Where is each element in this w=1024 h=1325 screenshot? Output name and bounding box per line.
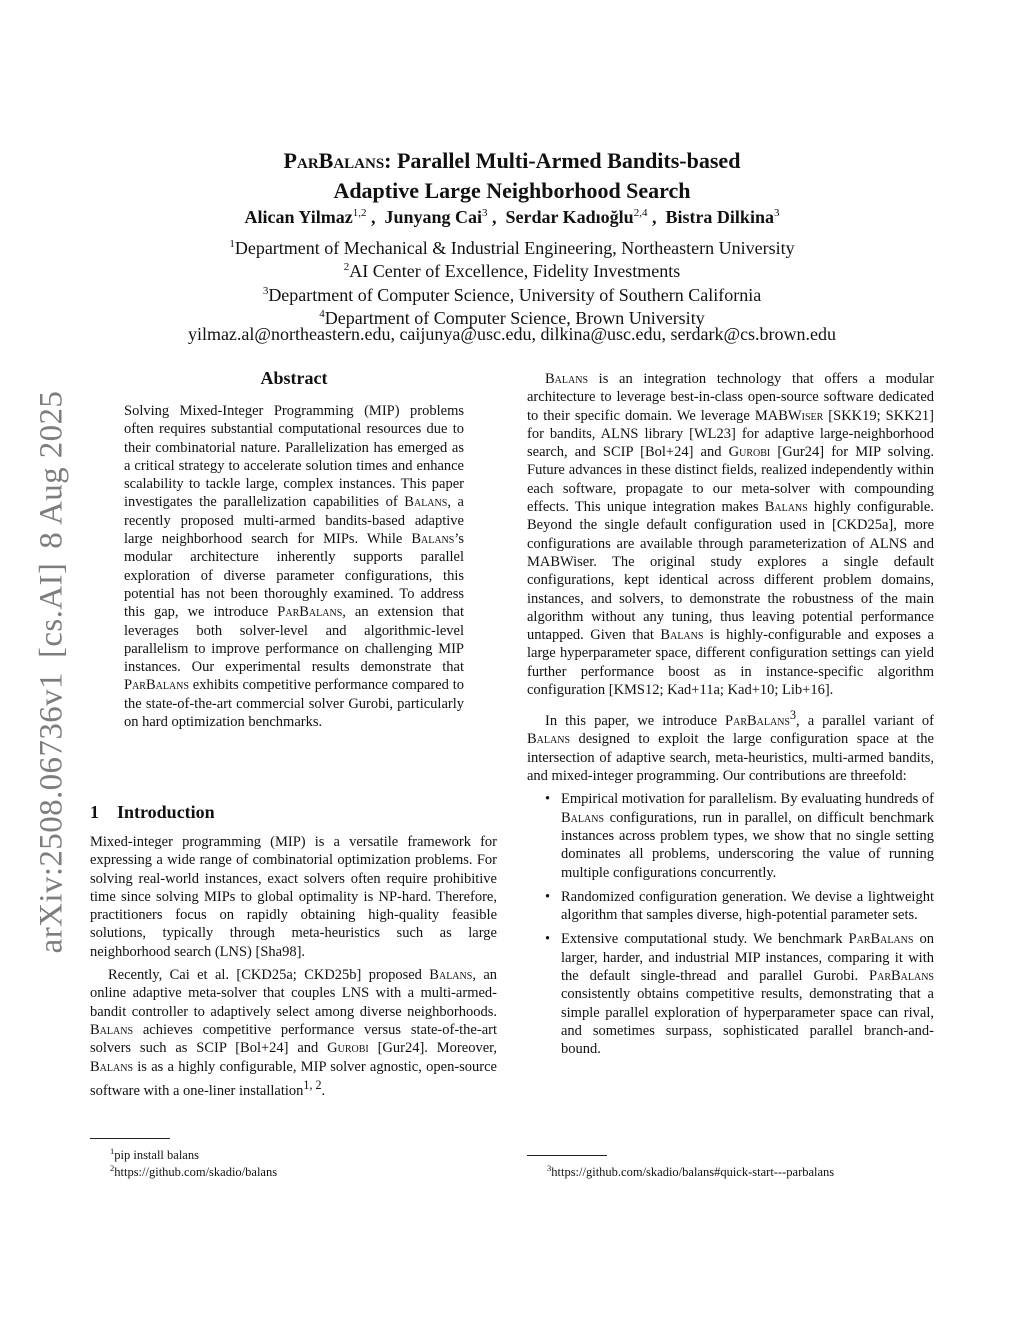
abstract-text: , a recently proposed multi-armed bandits-based adaptive large neighborhood search for MIPs. While <box>124 494 464 548</box>
system-name: Gurobi <box>327 1040 369 1057</box>
section-number: 1 <box>90 802 99 822</box>
paragraph-text: . <box>321 1082 326 1099</box>
title-line-2: Adaptive Large Neighborhood Search <box>333 178 691 203</box>
right-paragraph-2 <box>527 706 934 785</box>
bullet-icon: • <box>545 931 551 948</box>
paragraph-text: is highly-configurable and exposes a large hyperparameter space, different configuration settings can yield further performance boost as in instance-specific algorithm configuration [KMS12; Kad+11a; Kad+10; Lib+16]. <box>527 627 934 699</box>
affiliation <box>90 256 934 282</box>
right-column <box>527 370 934 1065</box>
system-name: MABWiser <box>754 407 824 424</box>
system-name: Balans <box>429 967 473 984</box>
intro-paragraph-1: Mixed-integer programming (MIP) is a versatile framework for expressing a wide range of combinatorial optimization problems. For solving real-world instances, exact solvers often require prohibitive time since solving MIPs to global optimality is NP-hard. Therefore, practitioners focus on rapidly obtaining high-quality feasible solutions, typically through meta-heuristics such as large neighborhood search (LNS) [Sha98]. <box>90 834 497 960</box>
abstract-text: Solving Mixed-Integer Programming (MIP) problems often requires substantial computational resources due to their combinatorial nature. Parallelization has emerged as a critical strategy to accelerate solution times and enhance scalability to tackle large, complex instances. This paper investigates the parallelization capabilities of <box>124 403 464 511</box>
right-paragraph-1 <box>527 370 934 699</box>
title-rest: : Parallel Multi-Armed Bandits-based <box>384 148 741 173</box>
system-name: Balans <box>660 627 704 644</box>
title-system-name: ParBalans <box>283 148 385 173</box>
bullet-icon: • <box>545 888 551 905</box>
author-name: Bistra Dilkina <box>665 207 774 227</box>
paragraph-text: [SKK19; SKK21] for bandits, ALNS library [WL23] for adaptive large-neighborhood search, and SCIP [Bol+24] and <box>527 407 935 461</box>
author-name: Serdar Kadıoğlu <box>505 207 634 227</box>
footnote-marker: 3 <box>790 708 797 723</box>
author-emails: yilmaz.al@northeastern.edu, caijunya@usc.edu, dilkina@usc.edu, serdark@cs.brown.edu <box>187 324 837 344</box>
system-name: ParBalans <box>124 677 189 694</box>
footnote-marker: 1, 2 <box>303 1077 322 1092</box>
paragraph-text: highly configurable. Beyond the single default configuration used in [CKD25a], more configurations are available through parameterization of ALNS and MABWiser. The original study explores a single default configurations, kept identical across different problem domains, instances, and solvers, to demonstrate the robustness of the main algorithm without any tuning, thus leaving potential performance untapped. Given that <box>527 499 934 644</box>
author-affil-sup: 1,2 <box>352 207 367 219</box>
paragraph-text: In this paper, we introduce <box>545 713 726 730</box>
title-line-1 <box>112 146 912 176</box>
paragraph-text: , a parallel variant of <box>796 713 934 730</box>
affiliation-text: AI Center of Excellence, Fidelity Investments <box>349 261 681 281</box>
affiliation-text: Department of Computer Science, Brown University <box>324 308 705 328</box>
system-name: Gurobi <box>728 444 771 461</box>
author-name: Alican Yilmaz <box>244 207 353 227</box>
system-name: Balans <box>411 531 455 548</box>
system-name: Balans <box>90 1021 134 1038</box>
contributions-list <box>527 790 934 1058</box>
arxiv-id: arXiv:2508.06736v1 <box>33 672 70 954</box>
section-heading-introduction <box>90 802 215 823</box>
system-name: Balans <box>545 371 589 387</box>
arxiv-category: [cs.AI] <box>33 562 70 659</box>
intro-paragraph-2 <box>90 966 497 1100</box>
system-name: ParBalans <box>869 968 934 985</box>
footnote-rule <box>90 1138 170 1139</box>
paper-title <box>112 146 912 206</box>
list-item <box>545 930 934 1058</box>
paragraph-text: is an integration technology that offers a modular architecture to leverage best-in-class open-source software dedicated to their specific domain. We leverage <box>527 371 934 424</box>
author-affil-sup: 3 <box>481 207 488 219</box>
footnote <box>547 1160 834 1180</box>
abstract-text: ’s modular architecture inherently supports parallel exploration of diverse parameter configurations, this potential has not been thoroughly examined. To address this gap, we introduce <box>124 531 464 621</box>
abstract-text: exhibits competitive performance compared to the state-of-the-art commercial solver Gurobi, particularly on hard optimization benchmarks. <box>124 677 464 731</box>
author-affil-sup: 3 <box>773 207 780 219</box>
paragraph-text: , an online adaptive meta-solver that couples LNS with a multi-armed-bandit controller to adaptively select among diverse neighborhoods. <box>90 967 497 1020</box>
abstract-body <box>124 402 464 731</box>
abstract-heading: Abstract <box>260 368 328 388</box>
list-item <box>545 888 934 925</box>
paragraph-text: [Gur24]. Moreover, <box>368 1040 497 1057</box>
footnote-number: 1 <box>110 1146 115 1156</box>
list-item-text: Empirical motivation for parallelism. By evaluating hundreds of <box>561 791 934 808</box>
introduction-left-column <box>90 833 497 1105</box>
abstract-text: , an extension that leverages both solver-level and algorithmic-level parallelism to improve performance on challenging MIP instances. Our experimental results demonstrate that <box>124 604 464 676</box>
section-title: Introduction <box>117 802 215 822</box>
footnote-number: 2 <box>110 1163 115 1173</box>
system-name: Balans <box>404 494 448 511</box>
bullet-icon: • <box>545 791 551 808</box>
list-item-text: consistently obtains competitive results, demonstrating that a simple parallel exploration of hyperparameter space can rival, and sometimes surpass, sophisticated parallel branch-and-bound. <box>561 986 934 1058</box>
system-name: Balans <box>764 499 808 516</box>
list-item-text: Randomized configuration generation. We devise a lightweight algorithm that samples diverse, high-potential parameter sets. <box>561 888 934 924</box>
list-item-text: on larger, harder, and industrial MIP instances, comparing it with the default single-thread and parallel Gurobi. <box>561 931 934 985</box>
author-list: Alican Yilmaz$^{1,2}$ , Junyang Cai$^3$ , Serdar Kadıoğlu$^{2,4}$ , Bistra Dilkina$^3$ <box>244 207 780 227</box>
list-item-text: Extensive computational study. We benchmark <box>561 931 849 948</box>
system-name: ParBalans <box>277 604 343 621</box>
affiliation-sup: 2 <box>343 261 350 273</box>
system-name: ParBalans <box>848 931 914 948</box>
footnote-text: https://github.com/skadio/balans#quick-start---parbalans <box>551 1165 835 1180</box>
affiliation-sup: 3 <box>262 285 269 297</box>
list-item-text: configurations, run in parallel, on difficult benchmark instances across problem types, we show that no single setting dominates all problems, underscoring the value of running multiple configurations concurrently. <box>561 809 934 881</box>
system-name: ParBalans <box>725 713 790 730</box>
footnote <box>110 1160 277 1180</box>
arxiv-date: 8 Aug 2025 <box>33 390 70 549</box>
arxiv-sidebar-stamp <box>34 377 71 954</box>
affiliation-text: Department of Computer Science, University of Southern California <box>268 285 762 305</box>
affiliation-sup: 4 <box>319 308 325 320</box>
paragraph-text: is as a highly configurable, MIP solver agnostic, open-source software with a one-liner installation <box>90 1058 497 1099</box>
affiliation-text: Department of Mechanical & Industrial Engineering, Northeastern University <box>234 238 795 258</box>
system-name: Balans <box>561 809 605 826</box>
paragraph-text: [Gur24] for MIP solving. Future advances in these distinct fields, realized independently within each software, propagate to our meta-solver with compounding effects. This unique integration makes <box>527 444 935 516</box>
affiliation-sup: 1 <box>229 238 235 250</box>
system-name: Balans <box>527 731 571 748</box>
paragraph-text: Recently, Cai et al. [CKD25a; CKD25b] proposed <box>108 967 430 984</box>
footnote-rule <box>527 1155 607 1156</box>
list-item <box>545 790 934 881</box>
author-affil-sup: 2,4 <box>633 207 648 219</box>
system-name: Balans <box>90 1058 134 1075</box>
footnote-number: 3 <box>547 1163 552 1173</box>
paragraph-text: achieves competitive performance versus state-of-the-art solvers such as SCIP [Bol+24] and <box>90 1021 497 1057</box>
footnote-text: https://github.com/skadio/balans <box>114 1165 278 1180</box>
author-name: Junyang Cai <box>384 207 482 227</box>
paragraph-text: designed to exploit the large configuration space at the intersection of adaptive search, meta-heuristics, multi-armed bandits, and mixed-integer programming. Our contributions are threefold: <box>527 731 934 785</box>
footnote-text: pip install balans <box>114 1148 199 1163</box>
